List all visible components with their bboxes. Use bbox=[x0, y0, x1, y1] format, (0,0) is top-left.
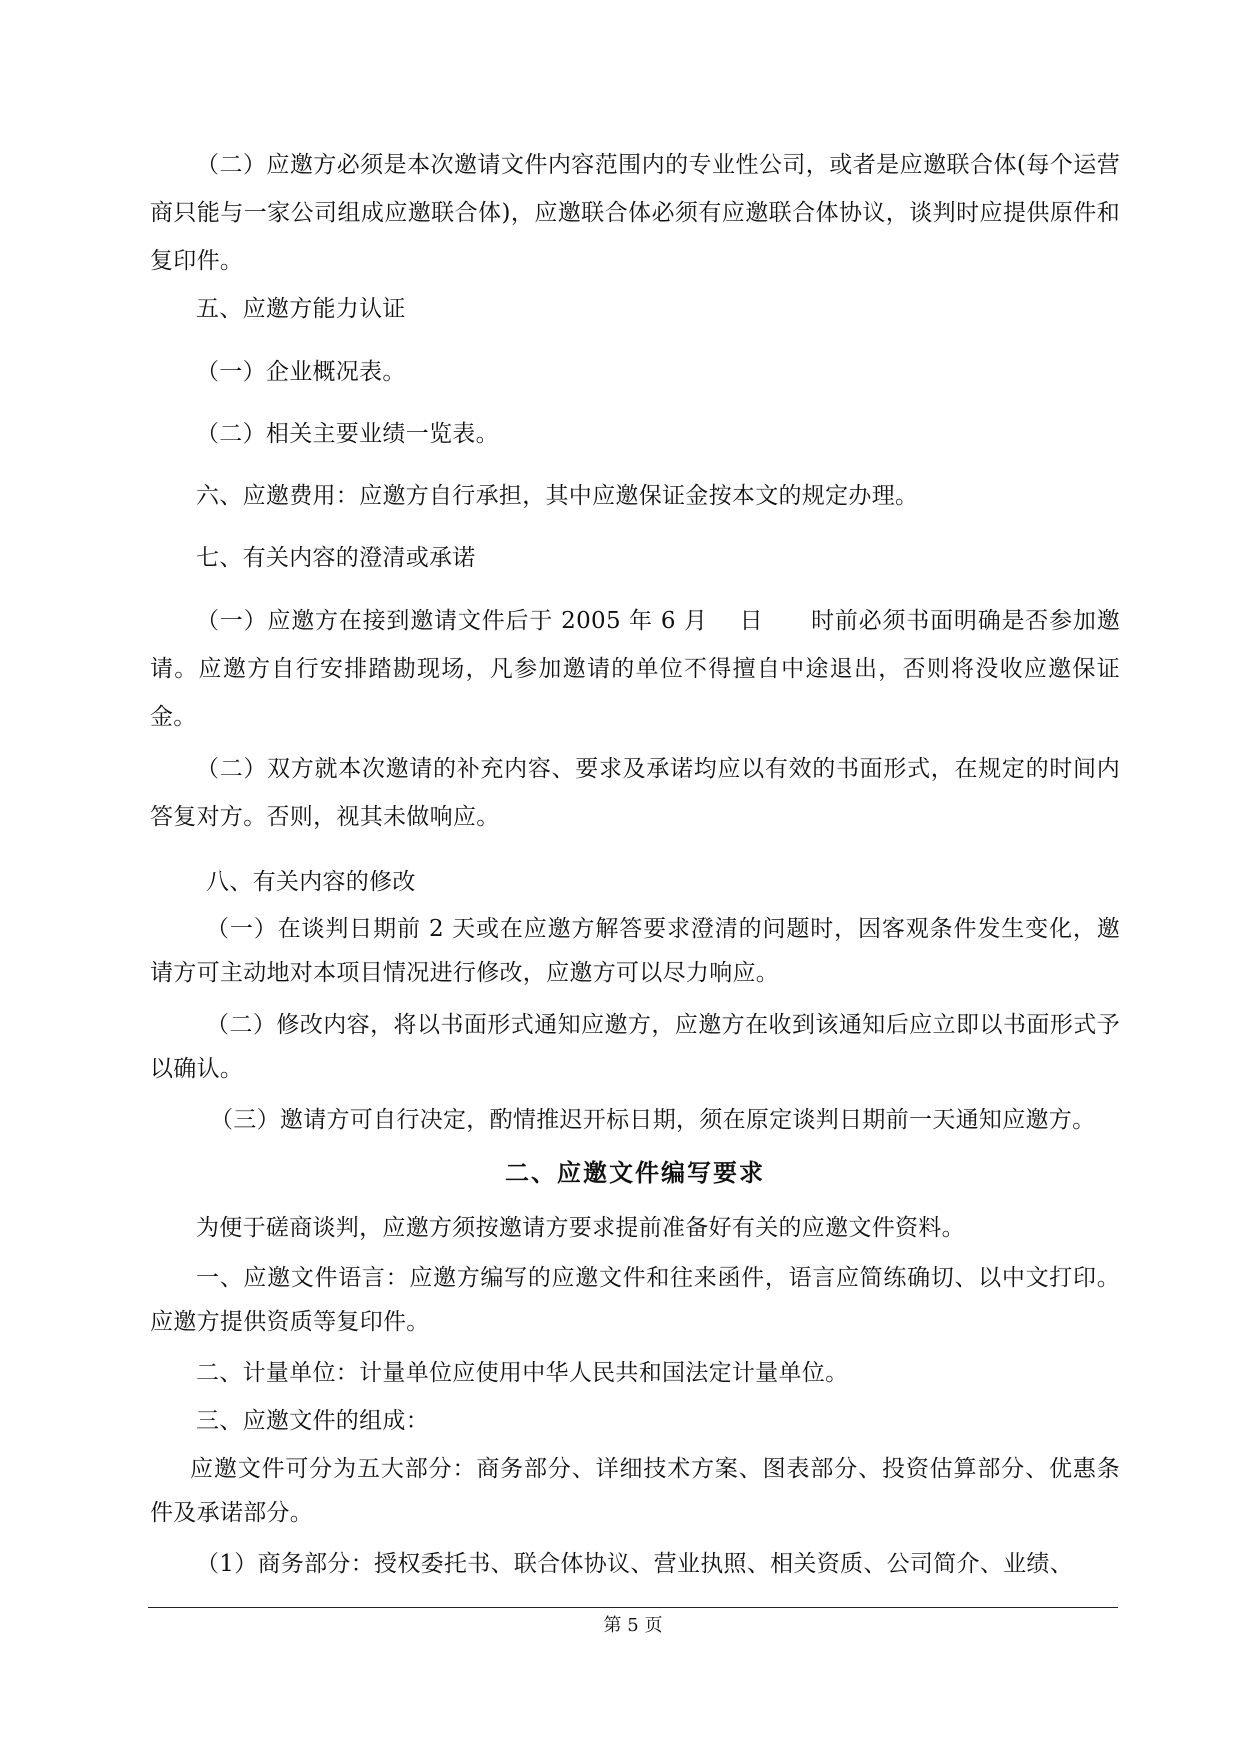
heading-capability-certification: 五、应邀方能力认证 bbox=[196, 296, 406, 322]
paragraph-clarification-1: （一）应邀方在接到邀请文件后于 2005 年 6 月 日 时前必须书面明确是否参加邀请。应邀方自行安排踏勘现场，凡参加邀请的单位不得擅自中途退出，否则将没收应邀保证金。 bbox=[150, 608, 1120, 730]
paragraph-composition: 三、应邀文件的组成： bbox=[196, 1408, 429, 1434]
page-number: 第 5 页 bbox=[603, 1615, 663, 1636]
paragraph-eligibility-consortium: （二）应邀方必须是本次邀请文件内容范围内的专业性公司，或者是应邀联合体(每个运营商只能与一家公司组成应邀联合体)，应邀联合体必须有应邀联合体协议，谈判时应提供原件和复印件。 bbox=[150, 152, 1120, 274]
heading-clarification: 七、有关内容的澄清或承诺 bbox=[196, 545, 476, 571]
heading-modification: 八、有关内容的修改 bbox=[206, 869, 416, 895]
paragraph-commercial-part: （1）商务部分：授权委托书、联合体协议、营业执照、相关资质、公司简介、业绩、 bbox=[196, 1551, 1074, 1577]
paragraph-modification-3: （三）邀请方可自行决定，酌情推迟开标日期，须在原定谈判日期前一天通知应邀方。 bbox=[210, 1107, 1096, 1133]
paragraph-language: 一、应邀文件语言：应邀方编写的应邀文件和往来函件，语言应简练确切、以中文打印。应邀方提供资质等复印件。 bbox=[150, 1265, 1120, 1335]
footer-divider bbox=[148, 1607, 1118, 1608]
paragraph-invitation-costs: 六、应邀费用：应邀方自行承担，其中应邀保证金按本文的规定办理。 bbox=[196, 483, 919, 509]
paragraph-clarification-2: （二）双方就本次邀请的补充内容、要求及承诺均应以有效的书面形式，在规定的时间内答复对方。否则，视其未做响应。 bbox=[150, 756, 1120, 830]
paragraph-company-overview: （一）企业概况表。 bbox=[196, 359, 406, 385]
paragraph-preparation: 为便于磋商谈判，应邀方须按邀请方要求提前准备好有关的应邀文件资料。 bbox=[196, 1215, 965, 1241]
paragraph-performance-list: （二）相关主要业绩一览表。 bbox=[196, 421, 499, 447]
paragraph-modification-2: （二）修改内容，将以书面形式通知应邀方，应邀方在收到该通知后应立即以书面形式予以确认。 bbox=[150, 1012, 1120, 1082]
section-heading: 二、应邀文件编写要求 bbox=[505, 1159, 765, 1187]
paragraph-units: 二、计量单位：计量单位应使用中华人民共和国法定计量单位。 bbox=[196, 1360, 849, 1386]
paragraph-modification-1: （一）在谈判日期前 2 天或在应邀方解答要求澄清的问题时，因客观条件发生变化，邀请方可主动地对本项目情况进行修改，应邀方可以尽力响应。 bbox=[150, 916, 1120, 986]
paragraph-five-parts: 应邀文件可分为五大部分：商务部分、详细技术方案、图表部分、投资估算部分、优惠条件及承诺部分。 bbox=[150, 1456, 1120, 1526]
